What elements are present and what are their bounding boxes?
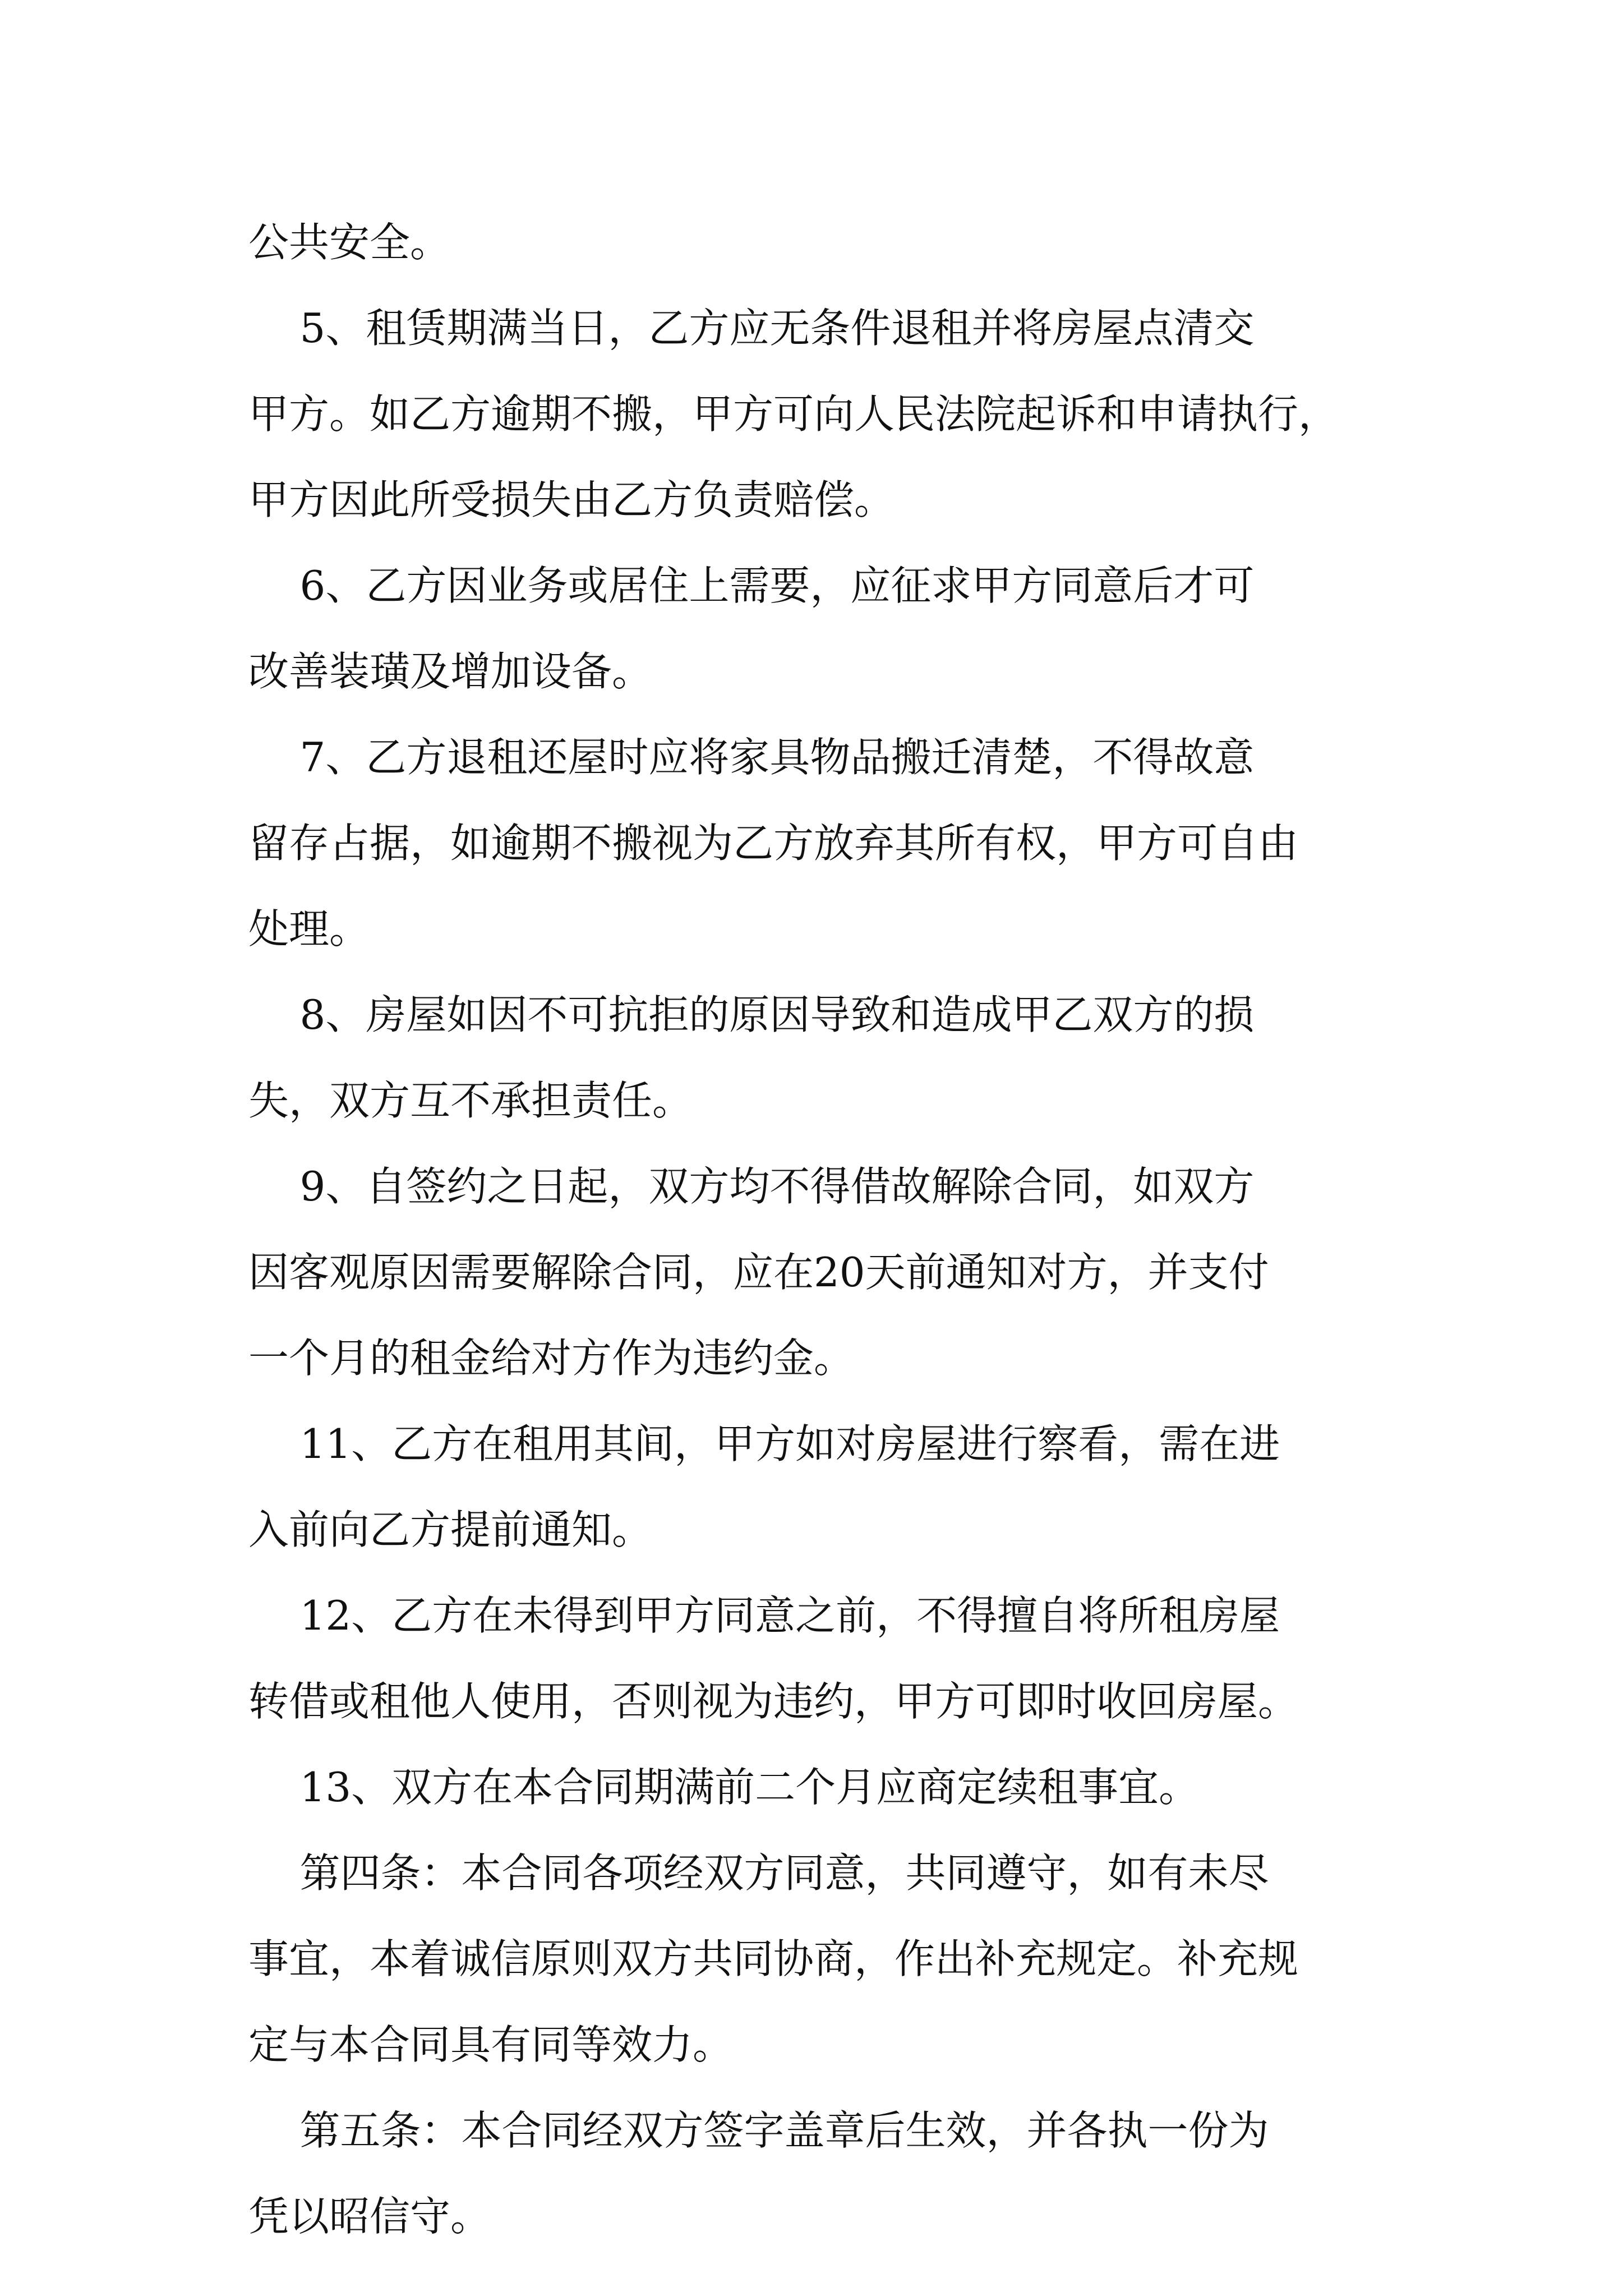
- text-line: 5、租赁期满当日，乙方应无条件退租并将房屋点清交: [248, 305, 1255, 352]
- text-line: 一个月的租金给对方作为违约金。: [248, 1335, 855, 1382]
- text-line: 入前向乙方提前通知。: [248, 1506, 653, 1553]
- document-body: [248, 200, 1393, 2260]
- text-line: 13、双方在本合同期满前二个月应商定续租事宜。: [248, 1764, 1200, 1811]
- text-line: 第五条：本合同经双方签字盖章后生效，并各执一份为: [248, 2107, 1269, 2154]
- text-line: 9、自签约之日起，双方均不得借故解除合同，如双方: [248, 1163, 1255, 1210]
- text-line: 留存占据，如逾期不搬视为乙方放弃其所有权，甲方可自由: [248, 820, 1299, 867]
- text-line: 事宜，本着诚信原则双方共同协商，作出补充规定。补充规: [248, 1935, 1299, 1982]
- text-line: 甲方因此所受损失由乙方负责赔偿。: [248, 476, 895, 523]
- text-line: 甲方。如乙方逾期不搬，甲方可向人民法院起诉和申请执行，: [248, 390, 1339, 438]
- text-line: 处理。: [248, 905, 370, 953]
- text-line: 8、房屋如因不可抗拒的原因导致和造成甲乙双方的损: [248, 991, 1255, 1038]
- text-line: 转借或租他人使用，否则视为违约，甲方可即时收回房屋。: [248, 1678, 1299, 1725]
- text-line: 12、乙方在未得到甲方同意之前，不得擅自将所租房屋: [248, 1592, 1280, 1639]
- text-line: 6、乙方因业务或居住上需要，应征求甲方同意后才可: [248, 562, 1255, 609]
- text-line: 因客观原因需要解除合同，应在20天前通知对方，并支付: [248, 1249, 1269, 1296]
- text-line: 第四条：本合同各项经双方同意，共同遵守，如有未尽: [248, 1849, 1269, 1897]
- text-line: 失，双方互不承担责任。: [248, 1077, 693, 1124]
- text-line: 改善装璜及增加设备。: [248, 648, 653, 695]
- text-line: 7、乙方退租还屋时应将家具物品搬迁清楚，不得故意: [248, 734, 1255, 781]
- text-line: 凭以昭信守。: [248, 2193, 491, 2240]
- text-line: 定与本合同具有同等效力。: [248, 2021, 734, 2068]
- text-line: 11、乙方在租用其间，甲方如对房屋进行察看，需在进: [248, 1420, 1280, 1467]
- text-line: 公共安全。: [248, 219, 451, 266]
